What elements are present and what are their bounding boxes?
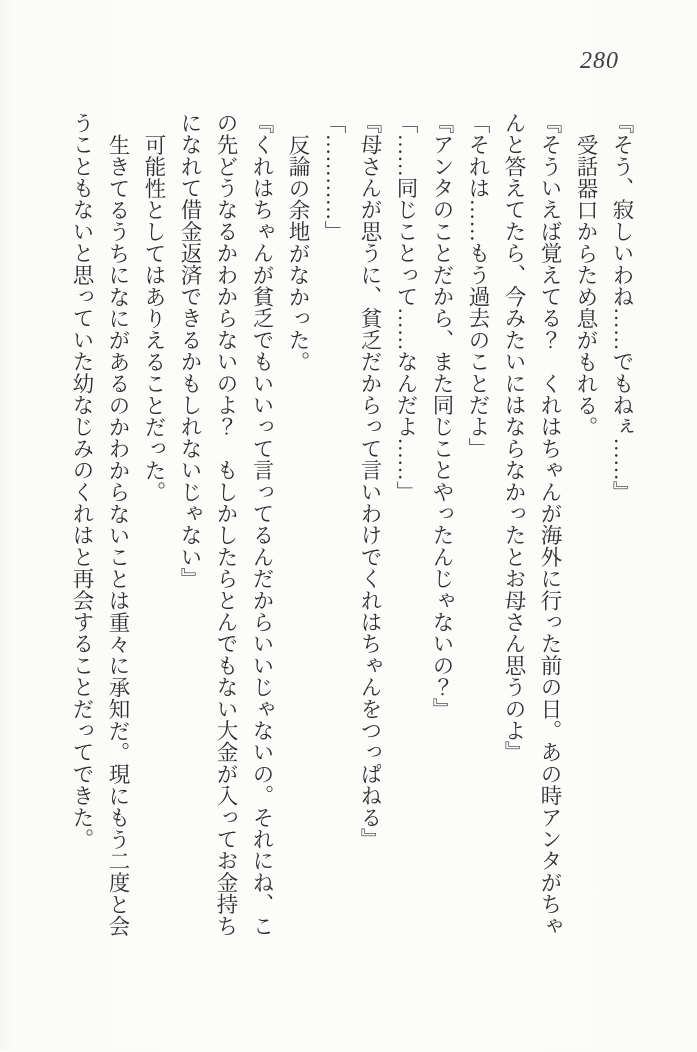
text-line: 『母さんが思うに、貧乏だからって言いわけでくれはちゃんをつっぱねる』 bbox=[358, 112, 382, 850]
text-line: うこともないと思っていた幼なじみのくれはと再会することだってできた。 bbox=[70, 112, 94, 850]
text-line: 「…………」 bbox=[322, 112, 346, 243]
text-line: 「それは……もう過去のことだよ」 bbox=[466, 112, 490, 460]
text-line: 生きてるうちになにがあるのかわからないことは重々に承知だ。現にもう二度と会 bbox=[106, 133, 130, 937]
text-line: 「……同じことって……なんだよ……」 bbox=[394, 112, 418, 503]
text-line: になれて借金返済できるかもしれないじゃない』 bbox=[178, 112, 202, 590]
text-line: 可能性としてはありえることだった。 bbox=[142, 133, 166, 503]
text-line: 受話器口からため息がもれる。 bbox=[574, 133, 598, 438]
text-line: 『くれはちゃんが貧乏でもいいって言ってるんだからいいじゃないの。それにね、こ bbox=[250, 112, 274, 937]
text-line: んと答えてたら、今みたいにはならなかったとお母さん思うのよ』 bbox=[502, 112, 526, 763]
vertical-text-block bbox=[64, 112, 640, 1052]
text-line: 反論の余地がなかった。 bbox=[286, 133, 310, 373]
text-line: 『そういえば覚えてる？ くれはちゃんが海外に行った前の日。あの時アンタがちゃ bbox=[538, 112, 562, 937]
page-number: 280 bbox=[580, 48, 619, 74]
text-line: 『そう、寂しいわね……でもねぇ……』 bbox=[610, 112, 634, 503]
text-line: の先どうなるかわからないのよ？ もしかしたらとんでもない大金が入ってお金持ち bbox=[214, 112, 238, 937]
text-line: 『アンタのことだから、また同じことやったんじゃないの？』 bbox=[430, 112, 454, 720]
